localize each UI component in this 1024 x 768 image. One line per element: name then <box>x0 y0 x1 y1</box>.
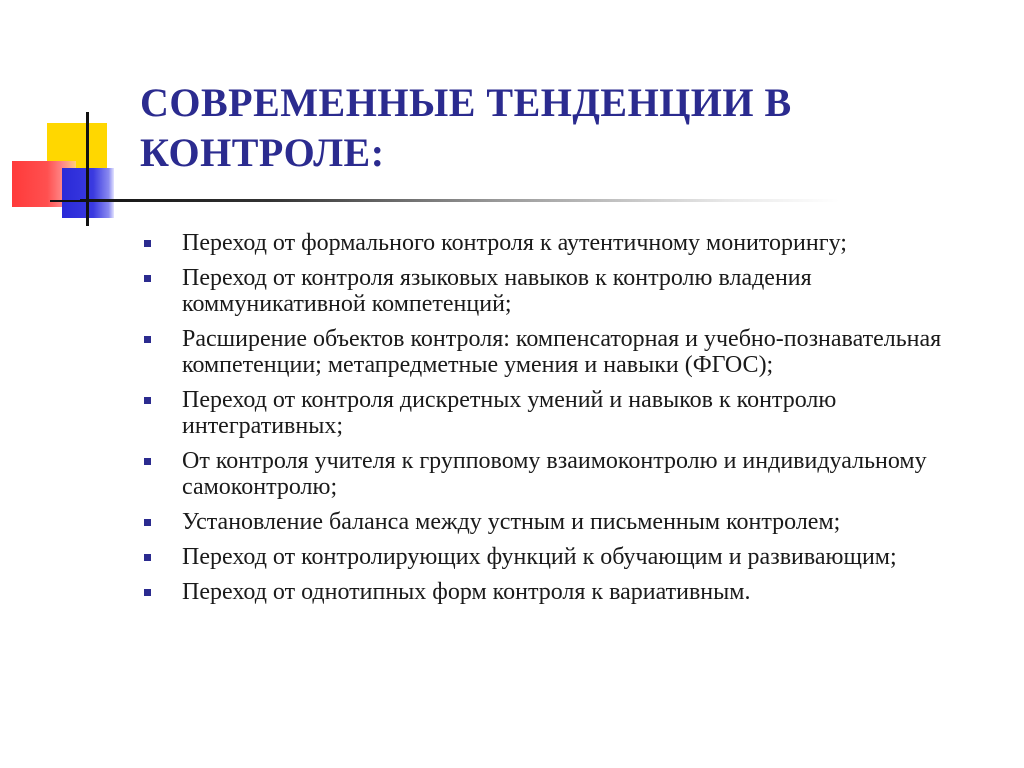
square-bullet-icon <box>144 519 151 526</box>
bullet-item <box>140 579 1000 605</box>
bullet-item <box>140 265 1000 317</box>
bullet-text: Переход от контролирующих функций к обучающим и развивающим; <box>182 544 897 570</box>
square-bullet-icon <box>144 458 151 465</box>
square-bullet-icon <box>144 275 151 282</box>
bullet-text: От контроля учителя к групповому взаимоконтролю и индивидуальному самоконтролю; <box>182 448 927 500</box>
bullet-list <box>140 230 1000 614</box>
bullet-text: Переход от контроля языковых навыков к контролю владения коммуникативной компетенций; <box>182 265 812 317</box>
bullet-item <box>140 326 1000 378</box>
square-bullet-icon <box>144 554 151 561</box>
bullet-item <box>140 448 1000 500</box>
square-bullet-icon <box>144 336 151 343</box>
square-bullet-icon <box>144 589 151 596</box>
bullet-text: Переход от формального контроля к аутентичному мониторингу; <box>182 230 847 256</box>
title-underline <box>80 199 840 202</box>
bullet-text: Расширение объектов контроля: компенсаторная и учебно-познавательная компетенции; метапредметные умения и навыки (ФГОС); <box>182 326 942 378</box>
decorative-squares-graphic <box>0 0 140 240</box>
bullet-text: Переход от однотипных форм контроля к вариативным. <box>182 579 751 605</box>
vertical-line <box>86 112 89 226</box>
square-bullet-icon <box>144 240 151 247</box>
square-bullet-icon <box>144 397 151 404</box>
bullet-item <box>140 230 1000 256</box>
bullet-item <box>140 509 1000 535</box>
bullet-item <box>140 544 1000 570</box>
bullet-item <box>140 387 1000 439</box>
bullet-text: Переход от контроля дискретных умений и навыков к контролю интегративных; <box>182 387 837 439</box>
bullet-text: Установление баланса между устным и письменным контролем; <box>182 509 841 535</box>
slide-title: СОВРЕМЕННЫЕ ТЕНДЕНЦИИ В КОНТРОЛЕ: <box>140 80 792 175</box>
